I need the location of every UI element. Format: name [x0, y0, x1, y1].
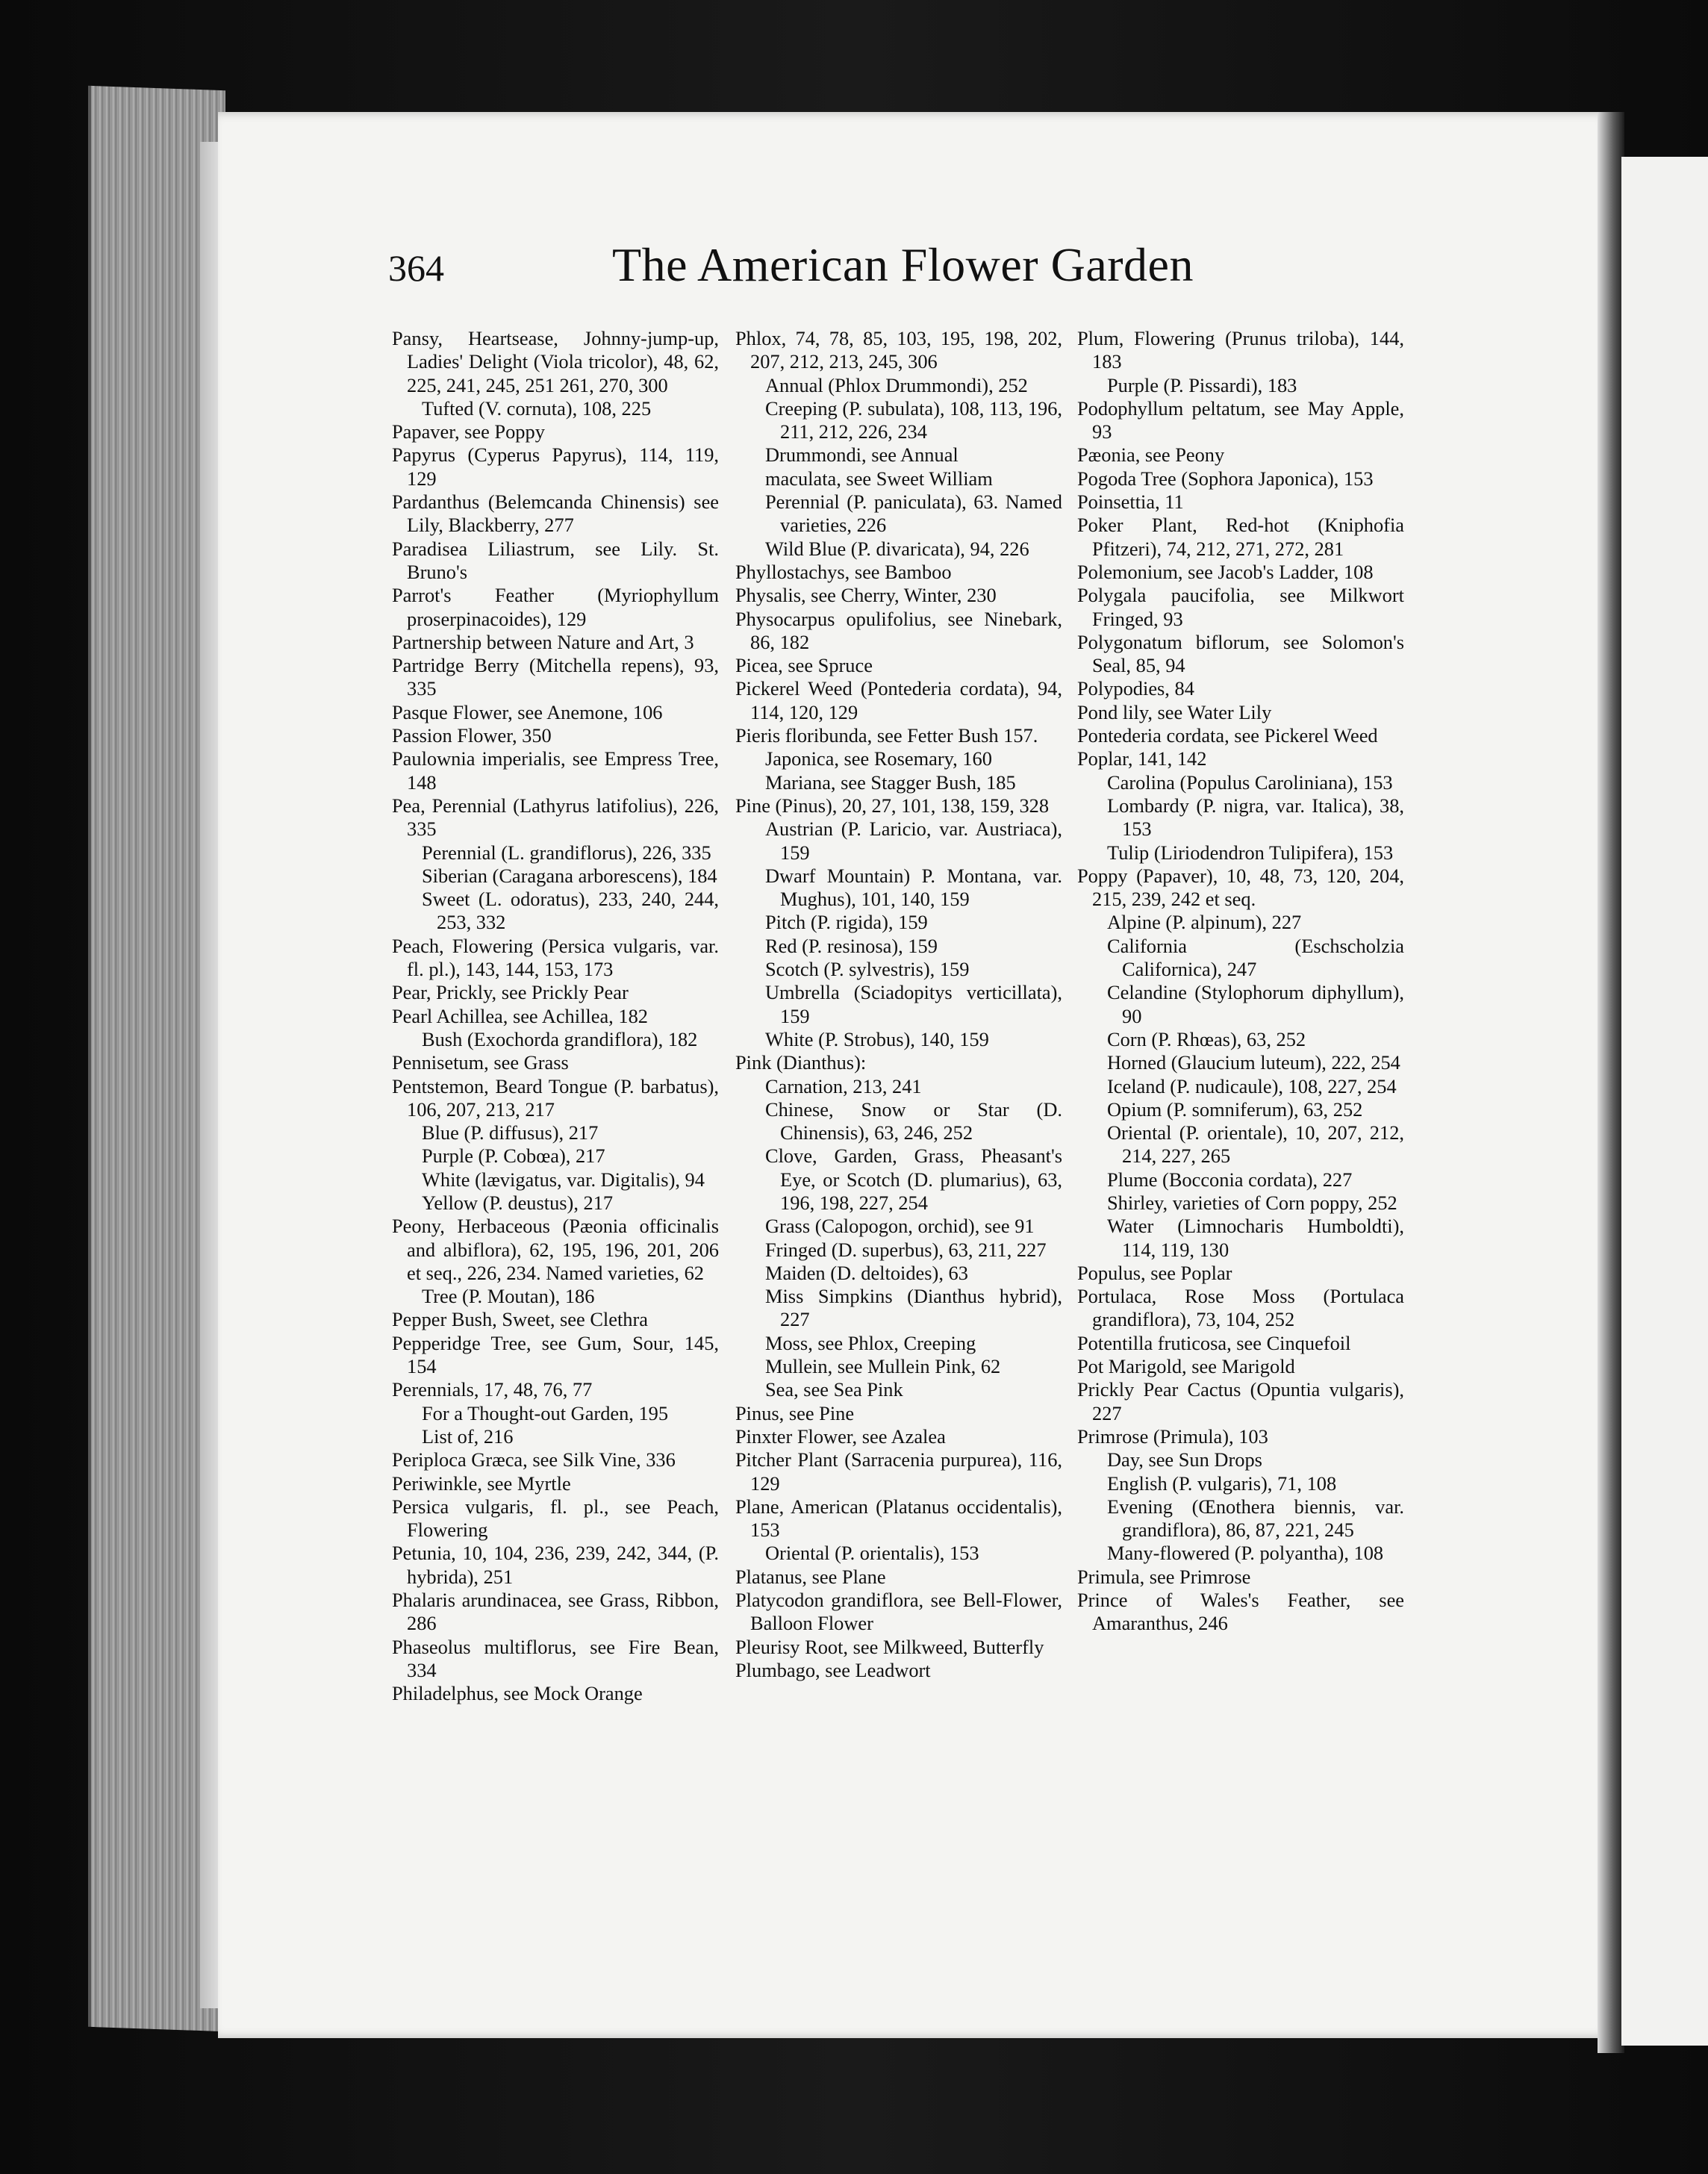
index-subentry: Oriental (P. orientalis), 153 [765, 1542, 979, 1565]
index-subentry: Lombardy (P. nigra, var. Italica), 38, 153 [1107, 794, 1404, 841]
index-subentry: Celandine (Stylophorum diphyllum), 90 [1107, 981, 1404, 1027]
index-entry: Petunia, 10, 104, 236, 239, 242, 344, (P. hybrida), 251 [392, 1542, 719, 1588]
index-entry: Pieris floribunda, see Fetter Bush 157. [735, 724, 1038, 747]
index-entry: Pinus, see Pine [735, 1401, 855, 1424]
index-entry: Pear, Prickly, see Prickly Pear [392, 981, 629, 1004]
index-subentry: Siberian (Caragana arborescens), 184 [422, 864, 717, 887]
index-subentry: Chinese, Snow or Star (D. Chinensis), 63, 246, 252 [765, 1097, 1062, 1144]
index-entry: Plum, Flowering (Prunus triloba), 144, 183 [1077, 327, 1404, 373]
index-entry: Pepper Bush, Sweet, see Clethra [392, 1308, 649, 1331]
index-entry: Perennials, 17, 48, 76, 77 [392, 1378, 593, 1401]
index-subentry: Annual (Phlox Drummondi), 252 [765, 373, 1028, 396]
index-entry: Persica vulgaris, fl. pl., see Peach, Flowering [392, 1495, 719, 1542]
index-entry: Poker Plant, Red-hot (Kniphofia Pfitzeri), 74, 212, 271, 272, 281 [1077, 514, 1404, 560]
index-subentry: maculata, see Sweet William [765, 467, 993, 490]
index-subentry: Creeping (P. subulata), 108, 113, 196, 211, 212, 226, 234 [765, 396, 1062, 443]
index-entry: Pardanthus (Belemcanda Chinensis) see Lily, Blackberry, 277 [392, 490, 719, 537]
index-subentry: Sweet (L. odoratus), 233, 240, 244, 253, 332 [422, 888, 719, 934]
index-entry: Pepperidge Tree, see Gum, Sour, 145, 154 [392, 1331, 719, 1378]
index-entry: Phaseolus multiflorus, see Fire Bean, 334 [392, 1635, 719, 1681]
index-entry: Primrose (Primula), 103 [1077, 1424, 1268, 1448]
index-entry: Primula, see Primrose [1077, 1565, 1251, 1588]
index-subentry: Scotch (P. sylvestris), 159 [765, 958, 970, 981]
index-subentry: White (P. Strobus), 140, 159 [765, 1027, 989, 1050]
index-column-1 [392, 327, 719, 1706]
index-subentry: Shirley, varieties of Corn poppy, 252 [1107, 1191, 1397, 1214]
index-subentry: Perennial (P. paniculata), 63. Named varieties, 226 [765, 490, 1062, 537]
index-subentry: Tufted (V. cornuta), 108, 225 [422, 396, 652, 420]
index-column-2 [735, 327, 1062, 1682]
index-entry: Philadelphus, see Mock Orange [392, 1682, 643, 1705]
index-entry: Portulaca, Rose Moss (Portulaca grandiflora), 73, 104, 252 [1077, 1285, 1404, 1331]
index-entry: Peach, Flowering (Persica vulgaris, var. fl. pl.), 143, 144, 153, 173 [392, 934, 719, 981]
index-entry: Pleurisy Root, see Milkweed, Butterfly [735, 1635, 1044, 1658]
index-entry: Prickly Pear Cactus (Opuntia vulgaris), 227 [1077, 1378, 1404, 1424]
index-entry: Polygala paucifolia, see Milkwort Fringed, 93 [1077, 584, 1404, 630]
index-entry: Pine (Pinus), 20, 27, 101, 138, 159, 328 [735, 794, 1050, 817]
index-subentry: For a Thought-out Garden, 195 [422, 1401, 669, 1424]
index-entry: Pæonia, see Peony [1077, 443, 1225, 467]
index-entry: Physalis, see Cherry, Winter, 230 [735, 584, 997, 607]
index-subentry: Clove, Garden, Grass, Pheasant's Eye, or Scotch (D. plumarius), 63, 196, 198, 227, 254 [765, 1144, 1062, 1214]
index-subentry: Purple (P. Cobœa), 217 [422, 1144, 605, 1168]
index-entry: Polygonatum biflorum, see Solomon's Seal, 85, 94 [1077, 630, 1404, 677]
index-subentry: Alpine (P. alpinum), 227 [1107, 911, 1302, 934]
index-entry: Pansy, Heartsease, Johnny-jump-up, Ladies' Delight (Viola tricolor), 48, 62, 225, 241, 245, 251 261, 270, 300 [392, 327, 719, 396]
index-entry: Parrot's Feather (Myriophyllum proserpinacoides), 129 [392, 584, 719, 630]
index-subentry: Plume (Bocconia cordata), 227 [1107, 1168, 1353, 1191]
index-entry: Prince of Wales's Feather, see Amaranthus, 246 [1077, 1589, 1404, 1635]
index-subentry: Mariana, see Stagger Bush, 185 [765, 770, 1016, 794]
index-entry: Pontederia cordata, see Pickerel Weed [1077, 724, 1378, 747]
index-subentry: Austrian (P. Laricio, var. Austriaca), 159 [765, 817, 1062, 864]
index-subentry: California (Eschscholzia Californica), 247 [1107, 934, 1404, 981]
index-entry: Polypodies, 84 [1077, 677, 1194, 700]
index-entry: Pasque Flower, see Anemone, 106 [392, 700, 663, 723]
index-entry: Periploca Græca, see Silk Vine, 336 [392, 1448, 676, 1471]
index-entry: Pink (Dianthus): [735, 1051, 867, 1074]
index-subentry: Dwarf Mountain) P. Montana, var. Mughus), 101, 140, 159 [765, 864, 1062, 911]
index-entry: Podophyllum peltatum, see May Apple, 93 [1077, 396, 1404, 443]
index-subentry: Carolina (Populus Caroliniana), 153 [1107, 770, 1393, 794]
index-subentry: Evening (Œnothera biennis, var. grandiflora), 86, 87, 221, 245 [1107, 1495, 1404, 1542]
index-subentry: Moss, see Phlox, Creeping [765, 1331, 976, 1354]
index-subentry: Sea, see Sea Pink [765, 1378, 903, 1401]
index-column-3 [1077, 327, 1404, 1636]
index-subentry: Grass (Calopogon, orchid), see 91 [765, 1215, 1035, 1238]
index-entry: Pot Marigold, see Marigold [1077, 1355, 1295, 1378]
index-subentry: Wild Blue (P. divaricata), 94, 226 [765, 537, 1029, 560]
index-subentry: Iceland (P. nudicaule), 108, 227, 254 [1107, 1074, 1397, 1097]
index-subentry: Purple (P. Pissardi), 183 [1107, 373, 1297, 396]
index-entry: Phalaris arundinacea, see Grass, Ribbon, 286 [392, 1589, 719, 1635]
facing-page-edge [1621, 157, 1708, 2046]
index-subentry: Oriental (P. orientale), 10, 207, 212, 214, 227, 265 [1107, 1121, 1404, 1168]
index-entry: Polemonium, see Jacob's Ladder, 108 [1077, 560, 1374, 583]
index-entry: Picea, see Spruce [735, 654, 873, 677]
index-entry: Pickerel Weed (Pontederia cordata), 94, 114, 120, 129 [735, 677, 1062, 723]
running-head [388, 237, 1553, 305]
index-entry: Pogoda Tree (Sophora Japonica), 153 [1077, 467, 1374, 490]
index-subentry: Horned (Glaucium luteum), 222, 254 [1107, 1051, 1400, 1074]
index-entry: Phyllostachys, see Bamboo [735, 560, 952, 583]
index-entry: Pitcher Plant (Sarracenia purpurea), 116, 129 [735, 1448, 1062, 1495]
index-subentry: Miss Simpkins (Dianthus hybrid), 227 [765, 1285, 1062, 1331]
index-entry: Paulownia imperialis, see Empress Tree, 148 [392, 747, 719, 794]
index-subentry: Mullein, see Mullein Pink, 62 [765, 1355, 1001, 1378]
book-gutter [1598, 112, 1624, 2053]
index-entry: Papyrus (Cyperus Papyrus), 114, 119, 129 [392, 443, 719, 490]
index-subentry: White (lævigatus, var. Digitalis), 94 [422, 1168, 705, 1191]
index-subentry: Pitch (P. rigida), 159 [765, 911, 928, 934]
page-number: 364 [388, 247, 444, 289]
index-entry: Peony, Herbaceous (Pæonia officinalis and albiflora), 62, 195, 196, 201, 206 et seq., 226, 234. Named varieties, 62 [392, 1215, 719, 1284]
index-entry: Poplar, 141, 142 [1077, 747, 1207, 770]
index-entry: Papaver, see Poppy [392, 420, 545, 443]
index-entry: Paradisea Liliastrum, see Lily. St. Bruno's [392, 537, 719, 583]
index-subentry: Japonica, see Rosemary, 160 [765, 747, 992, 770]
running-title: The American Flower Garden [612, 238, 1194, 291]
index-subentry: Yellow (P. deustus), 217 [422, 1191, 614, 1214]
index-subentry: Water (Limnocharis Humboldti), 114, 119, 130 [1107, 1215, 1404, 1261]
index-entry: Passion Flower, 350 [392, 724, 552, 747]
index-subentry: List of, 216 [422, 1424, 514, 1448]
index-entry: Plane, American (Platanus occidentalis), 153 [735, 1495, 1062, 1542]
index-entry: Poinsettia, 11 [1077, 490, 1184, 514]
index-entry: Pearl Achillea, see Achillea, 182 [392, 1004, 648, 1027]
index-entry: Pentstemon, Beard Tongue (P. barbatus), 106, 207, 213, 217 [392, 1074, 719, 1121]
index-entry: Platycodon grandiflora, see Bell-Flower, Balloon Flower [735, 1589, 1062, 1635]
index-subentry: Tree (P. Moutan), 186 [422, 1285, 595, 1308]
index-subentry: Blue (P. diffusus), 217 [422, 1121, 599, 1144]
index-subentry: Fringed (D. superbus), 63, 211, 227 [765, 1238, 1047, 1261]
index-subentry: Tulip (Liriodendron Tulipifera), 153 [1107, 841, 1394, 864]
index-entry: Physocarpus opulifolius, see Ninebark, 86, 182 [735, 607, 1062, 653]
index-entry: Pinxter Flower, see Azalea [735, 1424, 946, 1448]
index-subentry: Bush (Exochorda grandiflora), 182 [422, 1027, 698, 1050]
index-entry: Partnership between Nature and Art, 3 [392, 630, 694, 653]
index-subentry: Umbrella (Sciadopitys verticillata), 159 [765, 981, 1062, 1027]
index-subentry: Red (P. resinosa), 159 [765, 934, 938, 957]
index-entry: Partridge Berry (Mitchella repens), 93, 335 [392, 654, 719, 700]
index-subentry: Carnation, 213, 241 [765, 1074, 922, 1097]
index-entry: Potentilla fruticosa, see Cinquefoil [1077, 1331, 1351, 1354]
index-subentry: Perennial (L. grandiflorus), 226, 335 [422, 841, 711, 864]
index-subentry: Day, see Sun Drops [1107, 1448, 1262, 1471]
index-subentry: Maiden (D. deltoides), 63 [765, 1261, 968, 1284]
index-entry: Phlox, 74, 78, 85, 103, 195, 198, 202, 207, 212, 213, 245, 306 [735, 327, 1062, 373]
index-subentry: English (P. vulgaris), 71, 108 [1107, 1471, 1337, 1495]
index-entry: Pea, Perennial (Lathyrus latifolius), 226, 335 [392, 794, 719, 841]
index-subentry: Drummondi, see Annual [765, 443, 959, 467]
index-entry: Pennisetum, see Grass [392, 1051, 569, 1074]
index-entry: Plumbago, see Leadwort [735, 1658, 931, 1681]
index-entry: Poppy (Papaver), 10, 48, 73, 120, 204, 215, 239, 242 et seq. [1077, 864, 1404, 911]
index-entry: Periwinkle, see Myrtle [392, 1471, 571, 1495]
index-entry: Pond lily, see Water Lily [1077, 700, 1272, 723]
index-entry: Platanus, see Plane [735, 1565, 886, 1588]
index-subentry: Opium (P. somniferum), 63, 252 [1107, 1097, 1363, 1121]
index-entry: Populus, see Poplar [1077, 1261, 1232, 1284]
index-subentry: Many-flowered (P. polyantha), 108 [1107, 1542, 1384, 1565]
index-subentry: Corn (P. Rhœas), 63, 252 [1107, 1027, 1306, 1050]
